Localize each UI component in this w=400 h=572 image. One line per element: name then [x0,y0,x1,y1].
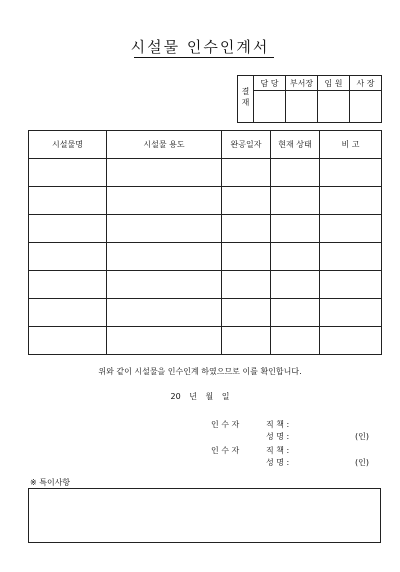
approval-header-dept-head: 부서장 [286,76,318,91]
approval-label: 결재 [238,76,254,123]
approval-sign-executive[interactable] [318,91,350,123]
signature-role: 인 수 자 [211,446,240,455]
signature-position-label: 직 책 : [266,420,290,429]
approval-header-staff: 담 당 [254,76,286,91]
signature-name-label: 성 명 : [266,432,290,441]
table-row [29,159,382,187]
table-cell[interactable] [320,215,382,243]
notes-label: ※ 특이사항 [30,478,71,487]
col-header-remarks: 비 고 [320,131,382,159]
table-header-row [29,131,382,159]
table-cell[interactable] [320,159,382,187]
table-cell[interactable] [29,187,107,215]
table-cell[interactable] [107,271,222,299]
table-row [29,187,382,215]
facilities-table [28,130,382,355]
table-row [29,271,382,299]
col-header-current-status: 현재 상태 [271,131,320,159]
table-cell[interactable] [29,271,107,299]
table-cell[interactable] [107,159,222,187]
approval-sign-staff[interactable] [254,91,286,123]
table-cell[interactable] [222,187,271,215]
table-cell[interactable] [222,271,271,299]
signature-block-2 [211,445,239,456]
approval-sign-president[interactable] [350,91,382,123]
table-cell[interactable] [222,159,271,187]
table-cell[interactable] [320,271,382,299]
table-cell[interactable] [271,271,320,299]
title-underline [134,57,274,58]
table-cell[interactable] [29,243,107,271]
table-cell[interactable] [107,243,222,271]
signature-seal: (인) [355,432,369,441]
table-cell[interactable] [271,243,320,271]
signature-role: 인 수 자 [211,420,240,429]
table-row [29,215,382,243]
signature-name-label: 성 명 : [266,458,290,467]
table-row [29,299,382,327]
table-cell[interactable] [29,159,107,187]
table-cell[interactable] [271,327,320,355]
table-cell[interactable] [320,299,382,327]
table-cell[interactable] [107,299,222,327]
table-cell[interactable] [320,243,382,271]
table-cell[interactable] [222,243,271,271]
approval-box [237,75,382,123]
notes-box[interactable] [28,488,381,543]
table-cell[interactable] [320,187,382,215]
approval-sign-dept-head[interactable] [286,91,318,123]
table-cell[interactable] [29,215,107,243]
signature-block-1 [211,419,239,430]
table-cell[interactable] [271,159,320,187]
table-cell[interactable] [222,327,271,355]
table-cell[interactable] [271,299,320,327]
table-cell[interactable] [320,327,382,355]
col-header-completion-date: 완공일자 [222,131,271,159]
table-cell[interactable] [271,215,320,243]
approval-header-executive: 임 원 [318,76,350,91]
table-cell[interactable] [107,187,222,215]
col-header-facility-purpose: 시설물 용도 [107,131,222,159]
table-row [29,243,382,271]
table-cell[interactable] [29,327,107,355]
signature-position-label: 직 책 : [266,446,290,455]
table-cell[interactable] [107,215,222,243]
date-line: 20 년 월 일 [170,392,230,401]
confirmation-statement: 위와 같이 시설물을 인수인계 하였으므로 이를 확인합니다. [98,367,302,376]
signature-seal: (인) [355,458,369,467]
table-cell[interactable] [222,215,271,243]
table-cell[interactable] [107,327,222,355]
table-row [29,327,382,355]
table-cell[interactable] [29,299,107,327]
page-title: 시설물 인수인계서 [130,38,270,56]
col-header-facility-name: 시설물명 [29,131,107,159]
table-cell[interactable] [271,187,320,215]
table-cell[interactable] [222,299,271,327]
approval-header-president: 사 장 [350,76,382,91]
